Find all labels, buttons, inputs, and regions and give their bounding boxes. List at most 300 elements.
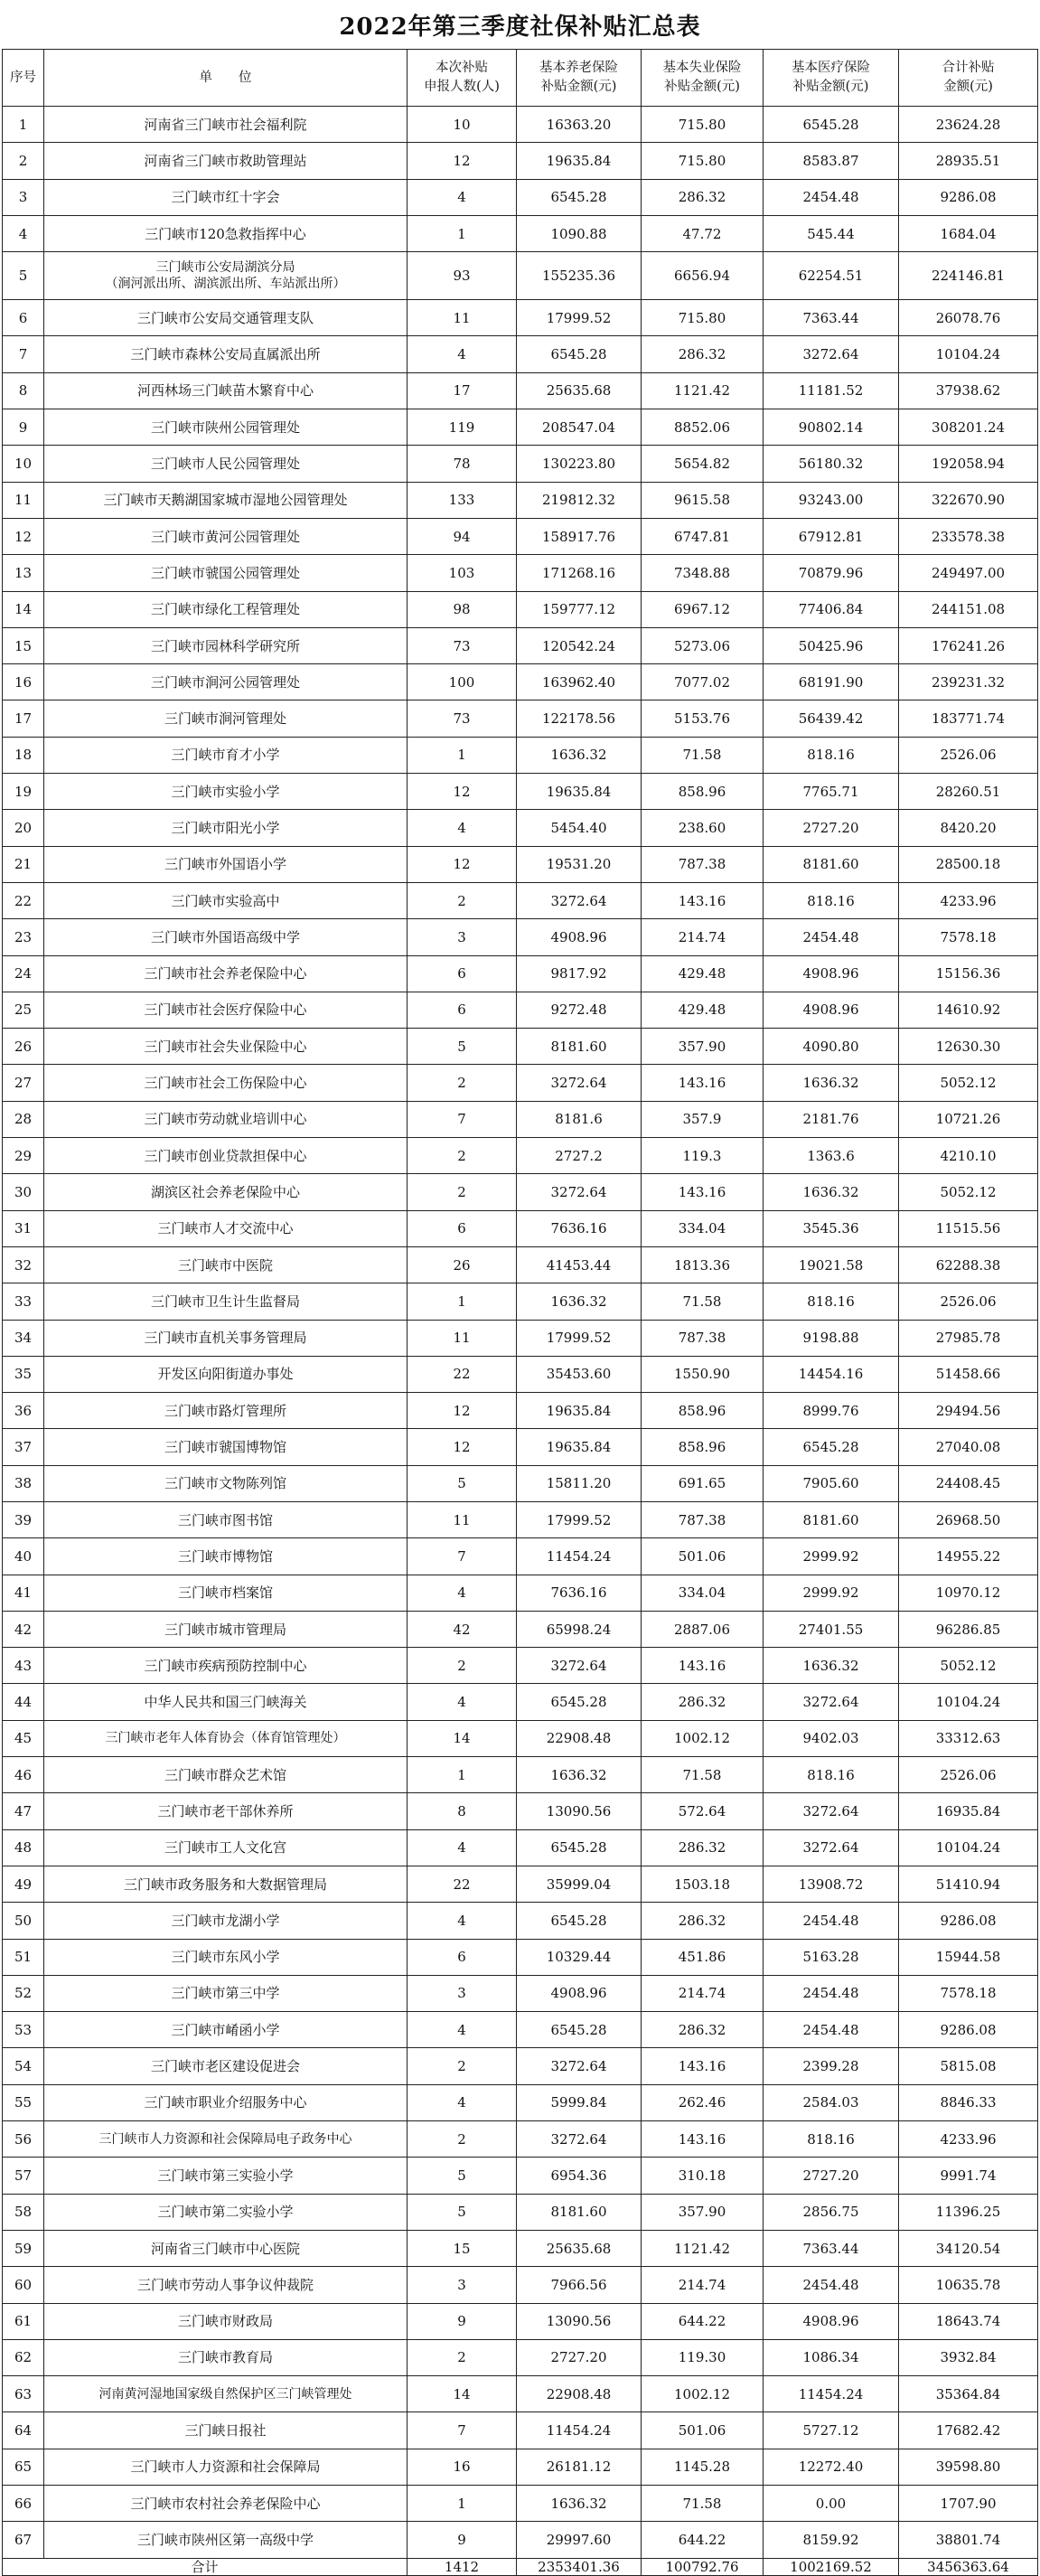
row-medical: 0.00 — [764, 2486, 899, 2522]
row-pension: 171268.16 — [517, 555, 642, 591]
row-pension: 8181.60 — [517, 1029, 642, 1065]
row-seq: 30 — [3, 1174, 44, 1210]
row-total: 2526.06 — [899, 1283, 1038, 1320]
row-unemployment: 71.58 — [642, 1283, 764, 1320]
row-unemployment: 6656.94 — [642, 252, 764, 300]
row-seq: 65 — [3, 2449, 44, 2485]
row-pension: 29997.60 — [517, 2522, 642, 2558]
row-medical: 90802.14 — [764, 409, 899, 446]
row-pension: 3272.64 — [517, 1174, 642, 1210]
row-count: 100 — [408, 664, 517, 700]
row-pension: 8181.60 — [517, 2194, 642, 2230]
row-total: 249497.00 — [899, 555, 1038, 591]
row-count: 22 — [408, 1866, 517, 1902]
row-seq: 64 — [3, 2412, 44, 2449]
row-total: 10970.12 — [899, 1575, 1038, 1611]
row-seq: 25 — [3, 992, 44, 1028]
table-row — [3, 774, 1038, 810]
row-count: 14 — [408, 1720, 517, 1756]
row-unit: 三门峡市城市管理局 — [44, 1611, 408, 1647]
row-pension: 159777.12 — [517, 591, 642, 627]
row-seq: 10 — [3, 446, 44, 482]
row-medical: 11454.24 — [764, 2376, 899, 2412]
row-unemployment: 2887.06 — [642, 1611, 764, 1647]
row-unit: 三门峡市直机关事务管理局 — [44, 1320, 408, 1356]
row-medical: 2181.76 — [764, 1101, 899, 1137]
row-unit: 三门峡市虢国公园管理处 — [44, 555, 408, 591]
row-total: 7578.18 — [899, 1975, 1038, 2011]
row-count: 12 — [408, 143, 517, 179]
row-unit: 三门峡市职业介绍服务中心 — [44, 2084, 408, 2120]
row-unemployment: 262.46 — [642, 2084, 764, 2120]
row-medical: 1363.6 — [764, 1138, 899, 1174]
row-unit: 三门峡市档案馆 — [44, 1575, 408, 1611]
row-seq: 20 — [3, 810, 44, 846]
row-medical: 1636.32 — [764, 1648, 899, 1684]
row-seq: 33 — [3, 1283, 44, 1320]
row-total: 15156.36 — [899, 955, 1038, 992]
row-unit: 三门峡市森林公安局直属派出所 — [44, 336, 408, 372]
row-pension: 6545.28 — [517, 1684, 642, 1720]
row-count: 98 — [408, 591, 517, 627]
row-count: 3 — [408, 1975, 517, 2011]
row-unemployment: 5273.06 — [642, 627, 764, 663]
row-pension: 1636.32 — [517, 737, 642, 773]
row-unemployment: 858.96 — [642, 1429, 764, 1465]
row-total: 176241.26 — [899, 627, 1038, 663]
row-count: 5 — [408, 2158, 517, 2194]
row-pension: 4908.96 — [517, 919, 642, 955]
row-unemployment: 286.32 — [642, 1684, 764, 1720]
row-unit: 三门峡市疾病预防控制中心 — [44, 1648, 408, 1684]
row-unit: 三门峡市人力资源和社会保障局电子政务中心 — [44, 2121, 408, 2158]
row-seq: 22 — [3, 882, 44, 918]
row-unit: 三门峡市实验小学 — [44, 774, 408, 810]
row-pension: 4908.96 — [517, 1975, 642, 2011]
row-unemployment: 858.96 — [642, 774, 764, 810]
table-row — [3, 2158, 1038, 2194]
row-unit: 三门峡市老干部休养所 — [44, 1793, 408, 1829]
row-total: 14610.92 — [899, 992, 1038, 1028]
row-count: 14 — [408, 2376, 517, 2412]
row-medical: 62254.51 — [764, 252, 899, 300]
row-total: 9991.74 — [899, 2158, 1038, 2194]
row-unit: 三门峡市老区建设促进会 — [44, 2048, 408, 2084]
row-total: 17682.42 — [899, 2412, 1038, 2449]
row-pension: 10329.44 — [517, 1939, 642, 1975]
row-total: 51410.94 — [899, 1866, 1038, 1902]
row-medical: 2584.03 — [764, 2084, 899, 2120]
row-count: 5 — [408, 1029, 517, 1065]
row-count: 4 — [408, 179, 517, 215]
row-unemployment: 357.9 — [642, 1101, 764, 1137]
table-row — [3, 1210, 1038, 1246]
row-unemployment: 286.32 — [642, 1903, 764, 1939]
row-unit: 三门峡市第三实验小学 — [44, 2158, 408, 2194]
row-total: 33312.63 — [899, 1720, 1038, 1756]
row-unit: 三门峡市崤函小学 — [44, 2012, 408, 2048]
row-count: 5 — [408, 1465, 517, 1501]
row-unemployment: 286.32 — [642, 336, 764, 372]
row-unit: 三门峡市卫生计生监督局 — [44, 1283, 408, 1320]
row-count: 4 — [408, 1903, 517, 1939]
row-count: 12 — [408, 1393, 517, 1429]
row-unemployment: 501.06 — [642, 2412, 764, 2449]
row-medical: 3272.64 — [764, 1684, 899, 1720]
table-body — [3, 107, 1038, 2559]
row-seq: 57 — [3, 2158, 44, 2194]
row-seq: 37 — [3, 1429, 44, 1465]
row-seq: 60 — [3, 2267, 44, 2303]
table-row — [3, 1903, 1038, 1939]
row-pension: 6545.28 — [517, 1903, 642, 1939]
row-unemployment: 429.48 — [642, 955, 764, 992]
row-unit: 三门峡市龙湖小学 — [44, 1903, 408, 1939]
table-row — [3, 1320, 1038, 1356]
row-pension: 1090.88 — [517, 215, 642, 251]
row-count: 78 — [408, 446, 517, 482]
row-pension: 1636.32 — [517, 1283, 642, 1320]
row-count: 22 — [408, 1356, 517, 1392]
row-total: 29494.56 — [899, 1393, 1038, 1429]
table-row — [3, 1866, 1038, 1902]
row-medical: 93243.00 — [764, 482, 899, 518]
row-count: 2 — [408, 1648, 517, 1684]
row-seq: 31 — [3, 1210, 44, 1246]
row-medical: 70879.96 — [764, 555, 899, 591]
row-seq: 55 — [3, 2084, 44, 2120]
row-pension: 7636.16 — [517, 1575, 642, 1611]
row-seq: 29 — [3, 1138, 44, 1174]
row-medical: 5163.28 — [764, 1939, 899, 1975]
table-row — [3, 2449, 1038, 2485]
row-pension: 3272.64 — [517, 2121, 642, 2158]
table-header-row — [3, 50, 1038, 107]
row-total: 28500.18 — [899, 846, 1038, 882]
table-row — [3, 1065, 1038, 1101]
row-count: 2 — [408, 1174, 517, 1210]
row-pension: 16363.20 — [517, 107, 642, 143]
row-seq: 26 — [3, 1029, 44, 1065]
row-medical: 8583.87 — [764, 143, 899, 179]
table-row — [3, 846, 1038, 882]
row-unemployment: 71.58 — [642, 1757, 764, 1793]
row-unit: 三门峡市文物陈列馆 — [44, 1465, 408, 1501]
row-seq: 23 — [3, 919, 44, 955]
row-seq: 44 — [3, 1684, 44, 1720]
row-medical: 4090.80 — [764, 1029, 899, 1065]
row-count: 42 — [408, 1611, 517, 1647]
subsidy-summary-table — [2, 49, 1038, 2576]
row-pension: 26181.12 — [517, 2449, 642, 2485]
row-count: 1 — [408, 2486, 517, 2522]
header-medical: 基本医疗保险 补贴金额(元) — [764, 50, 899, 107]
row-total: 192058.94 — [899, 446, 1038, 482]
row-pension: 5454.40 — [517, 810, 642, 846]
row-seq: 66 — [3, 2486, 44, 2522]
row-unemployment: 5654.82 — [642, 446, 764, 482]
row-count: 1 — [408, 215, 517, 251]
row-count: 8 — [408, 1793, 517, 1829]
row-unit: 三门峡市实验高中 — [44, 882, 408, 918]
row-unemployment: 334.04 — [642, 1575, 764, 1611]
table-row — [3, 664, 1038, 700]
row-total: 11396.25 — [899, 2194, 1038, 2230]
row-total: 2526.06 — [899, 737, 1038, 773]
row-total: 35364.84 — [899, 2376, 1038, 2412]
row-unit: 三门峡市博物馆 — [44, 1538, 408, 1575]
table-row — [3, 1138, 1038, 1174]
row-seq: 47 — [3, 1793, 44, 1829]
table-row — [3, 1611, 1038, 1647]
row-medical: 56439.42 — [764, 700, 899, 737]
row-total: 24408.45 — [899, 1465, 1038, 1501]
row-count: 12 — [408, 846, 517, 882]
row-medical: 2399.28 — [764, 2048, 899, 2084]
row-count: 26 — [408, 1246, 517, 1283]
row-count: 6 — [408, 1210, 517, 1246]
row-unemployment: 71.58 — [642, 737, 764, 773]
row-medical: 68191.90 — [764, 664, 899, 700]
table-row — [3, 1575, 1038, 1611]
row-total: 8846.33 — [899, 2084, 1038, 2120]
table-row — [3, 1465, 1038, 1501]
row-unit: 三门峡市天鹅湖国家城市湿地公园管理处 — [44, 482, 408, 518]
table-row — [3, 143, 1038, 179]
row-unit: 三门峡市图书馆 — [44, 1501, 408, 1537]
table-row — [3, 1648, 1038, 1684]
row-seq: 40 — [3, 1538, 44, 1575]
row-total: 322670.90 — [899, 482, 1038, 518]
row-unit: 三门峡市黄河公园管理处 — [44, 518, 408, 554]
row-pension: 6545.28 — [517, 1829, 642, 1866]
row-unit: 三门峡市劳动就业培训中心 — [44, 1101, 408, 1137]
row-medical: 545.44 — [764, 215, 899, 251]
row-total: 5815.08 — [899, 2048, 1038, 2084]
row-unemployment: 238.60 — [642, 810, 764, 846]
row-pension: 1636.32 — [517, 1757, 642, 1793]
row-seq: 58 — [3, 2194, 44, 2230]
row-seq: 61 — [3, 2303, 44, 2339]
row-count: 7 — [408, 1538, 517, 1575]
row-total: 10721.26 — [899, 1101, 1038, 1137]
table-row — [3, 300, 1038, 336]
table-row — [3, 252, 1038, 300]
row-medical: 2454.48 — [764, 179, 899, 215]
table-row — [3, 409, 1038, 446]
total-unemployment: 100792.76 — [642, 2558, 764, 2575]
row-pension: 15811.20 — [517, 1465, 642, 1501]
row-pension: 3272.64 — [517, 1065, 642, 1101]
row-pension: 163962.40 — [517, 664, 642, 700]
row-total: 10104.24 — [899, 1684, 1038, 1720]
table-row — [3, 2121, 1038, 2158]
row-unit: 三门峡市第二实验小学 — [44, 2194, 408, 2230]
row-unit: 三门峡市群众艺术馆 — [44, 1757, 408, 1793]
row-total: 12630.30 — [899, 1029, 1038, 1065]
row-pension: 13090.56 — [517, 2303, 642, 2339]
row-unemployment: 7077.02 — [642, 664, 764, 700]
row-pension: 65998.24 — [517, 1611, 642, 1647]
table-row — [3, 737, 1038, 773]
row-seq: 35 — [3, 1356, 44, 1392]
table-row — [3, 2084, 1038, 2120]
row-unemployment: 310.18 — [642, 2158, 764, 2194]
row-medical: 2454.48 — [764, 1975, 899, 2011]
row-total: 37938.62 — [899, 372, 1038, 409]
row-pension: 9817.92 — [517, 955, 642, 992]
row-medical: 8181.60 — [764, 846, 899, 882]
row-unemployment: 787.38 — [642, 1501, 764, 1537]
row-count: 5 — [408, 2194, 517, 2230]
table-row — [3, 1793, 1038, 1829]
row-medical: 2454.48 — [764, 2267, 899, 2303]
row-pension: 17999.52 — [517, 1320, 642, 1356]
table-row — [3, 1429, 1038, 1465]
row-unit: 三门峡市教育局 — [44, 2339, 408, 2375]
row-unit: 三门峡市阳光小学 — [44, 810, 408, 846]
row-total: 5052.12 — [899, 1648, 1038, 1684]
row-unemployment: 1121.42 — [642, 2230, 764, 2266]
row-unit: 河南省三门峡市中心医院 — [44, 2230, 408, 2266]
row-count: 9 — [408, 2522, 517, 2558]
row-medical: 2999.92 — [764, 1538, 899, 1575]
row-unit: 三门峡市财政局 — [44, 2303, 408, 2339]
table-row — [3, 955, 1038, 992]
table-row — [3, 1029, 1038, 1065]
row-unemployment: 286.32 — [642, 1829, 764, 1866]
row-unemployment: 143.16 — [642, 882, 764, 918]
row-medical: 3272.64 — [764, 336, 899, 372]
row-pension: 17999.52 — [517, 1501, 642, 1537]
row-seq: 9 — [3, 409, 44, 446]
row-total: 14955.22 — [899, 1538, 1038, 1575]
table-row — [3, 919, 1038, 955]
row-unemployment: 214.74 — [642, 1975, 764, 2011]
row-count: 73 — [408, 627, 517, 663]
row-seq: 12 — [3, 518, 44, 554]
row-unemployment: 644.22 — [642, 2522, 764, 2558]
row-pension: 22908.48 — [517, 2376, 642, 2412]
row-medical: 19021.58 — [764, 1246, 899, 1283]
row-seq: 28 — [3, 1101, 44, 1137]
total-count: 1412 — [408, 2558, 517, 2575]
row-pension: 5999.84 — [517, 2084, 642, 2120]
row-seq: 49 — [3, 1866, 44, 1902]
header-seq: 序号 — [3, 50, 44, 107]
row-unit: 河西林场三门峡苗木繁育中心 — [44, 372, 408, 409]
row-seq: 63 — [3, 2376, 44, 2412]
row-total: 18643.74 — [899, 2303, 1038, 2339]
row-count: 4 — [408, 336, 517, 372]
row-count: 3 — [408, 919, 517, 955]
row-unemployment: 214.74 — [642, 2267, 764, 2303]
row-unit: 三门峡市外国语高级中学 — [44, 919, 408, 955]
row-medical: 4908.96 — [764, 955, 899, 992]
row-count: 9 — [408, 2303, 517, 2339]
row-total: 9286.08 — [899, 179, 1038, 215]
row-count: 12 — [408, 1429, 517, 1465]
row-pension: 8181.6 — [517, 1101, 642, 1137]
row-medical: 13908.72 — [764, 1866, 899, 1902]
table-row — [3, 992, 1038, 1028]
row-unit: 三门峡市外国语小学 — [44, 846, 408, 882]
row-unit: 三门峡市公安局湖滨分局 （涧河派出所、湖滨派出所、车站派出所） — [44, 252, 408, 300]
row-unemployment: 143.16 — [642, 2048, 764, 2084]
table-row — [3, 1393, 1038, 1429]
row-pension: 9272.48 — [517, 992, 642, 1028]
total-amount: 3456363.64 — [899, 2558, 1038, 2575]
row-pension: 7966.56 — [517, 2267, 642, 2303]
row-pension: 19531.20 — [517, 846, 642, 882]
row-medical: 818.16 — [764, 1757, 899, 1793]
row-unit: 三门峡市绿化工程管理处 — [44, 591, 408, 627]
row-pension: 3272.64 — [517, 882, 642, 918]
row-unit: 河南省三门峡市救助管理站 — [44, 143, 408, 179]
row-pension: 17999.52 — [517, 300, 642, 336]
row-seq: 39 — [3, 1501, 44, 1537]
table-row — [3, 1538, 1038, 1575]
row-unemployment: 286.32 — [642, 179, 764, 215]
row-unemployment: 787.38 — [642, 1320, 764, 1356]
row-count: 1 — [408, 737, 517, 773]
row-medical: 6545.28 — [764, 107, 899, 143]
row-medical: 2454.48 — [764, 2012, 899, 2048]
row-pension: 1636.32 — [517, 2486, 642, 2522]
row-total: 62288.38 — [899, 1246, 1038, 1283]
row-count: 2 — [408, 2048, 517, 2084]
row-unit: 三门峡市虢国博物馆 — [44, 1429, 408, 1465]
row-medical: 11181.52 — [764, 372, 899, 409]
row-count: 10 — [408, 107, 517, 143]
row-total: 4233.96 — [899, 2121, 1038, 2158]
row-pension: 219812.32 — [517, 482, 642, 518]
row-unemployment: 71.58 — [642, 2486, 764, 2522]
table-row — [3, 1720, 1038, 1756]
row-unemployment: 715.80 — [642, 143, 764, 179]
row-seq: 11 — [3, 482, 44, 518]
row-unit: 开发区向阳街道办事处 — [44, 1356, 408, 1392]
row-seq: 36 — [3, 1393, 44, 1429]
row-unemployment: 47.72 — [642, 215, 764, 251]
row-pension: 2727.20 — [517, 2339, 642, 2375]
row-medical: 8181.60 — [764, 1501, 899, 1537]
row-count: 2 — [408, 2339, 517, 2375]
total-label: 合计 — [3, 2558, 408, 2575]
row-unemployment: 1002.12 — [642, 2376, 764, 2412]
row-pension: 41453.44 — [517, 1246, 642, 1283]
row-medical: 1636.32 — [764, 1174, 899, 1210]
row-seq: 17 — [3, 700, 44, 737]
row-seq: 7 — [3, 336, 44, 372]
table-row — [3, 2412, 1038, 2449]
header-total: 合计补贴 金额(元) — [899, 50, 1038, 107]
row-total: 7578.18 — [899, 919, 1038, 955]
row-seq: 43 — [3, 1648, 44, 1684]
header-unit: 单 位 — [44, 50, 408, 107]
table-row — [3, 2048, 1038, 2084]
row-pension: 155235.36 — [517, 252, 642, 300]
row-medical: 818.16 — [764, 737, 899, 773]
row-pension: 6545.28 — [517, 179, 642, 215]
row-pension: 130223.80 — [517, 446, 642, 482]
row-medical: 818.16 — [764, 2121, 899, 2158]
table-row — [3, 2267, 1038, 2303]
table-row — [3, 2486, 1038, 2522]
row-pension: 19635.84 — [517, 1429, 642, 1465]
row-seq: 15 — [3, 627, 44, 663]
row-medical: 7905.60 — [764, 1465, 899, 1501]
